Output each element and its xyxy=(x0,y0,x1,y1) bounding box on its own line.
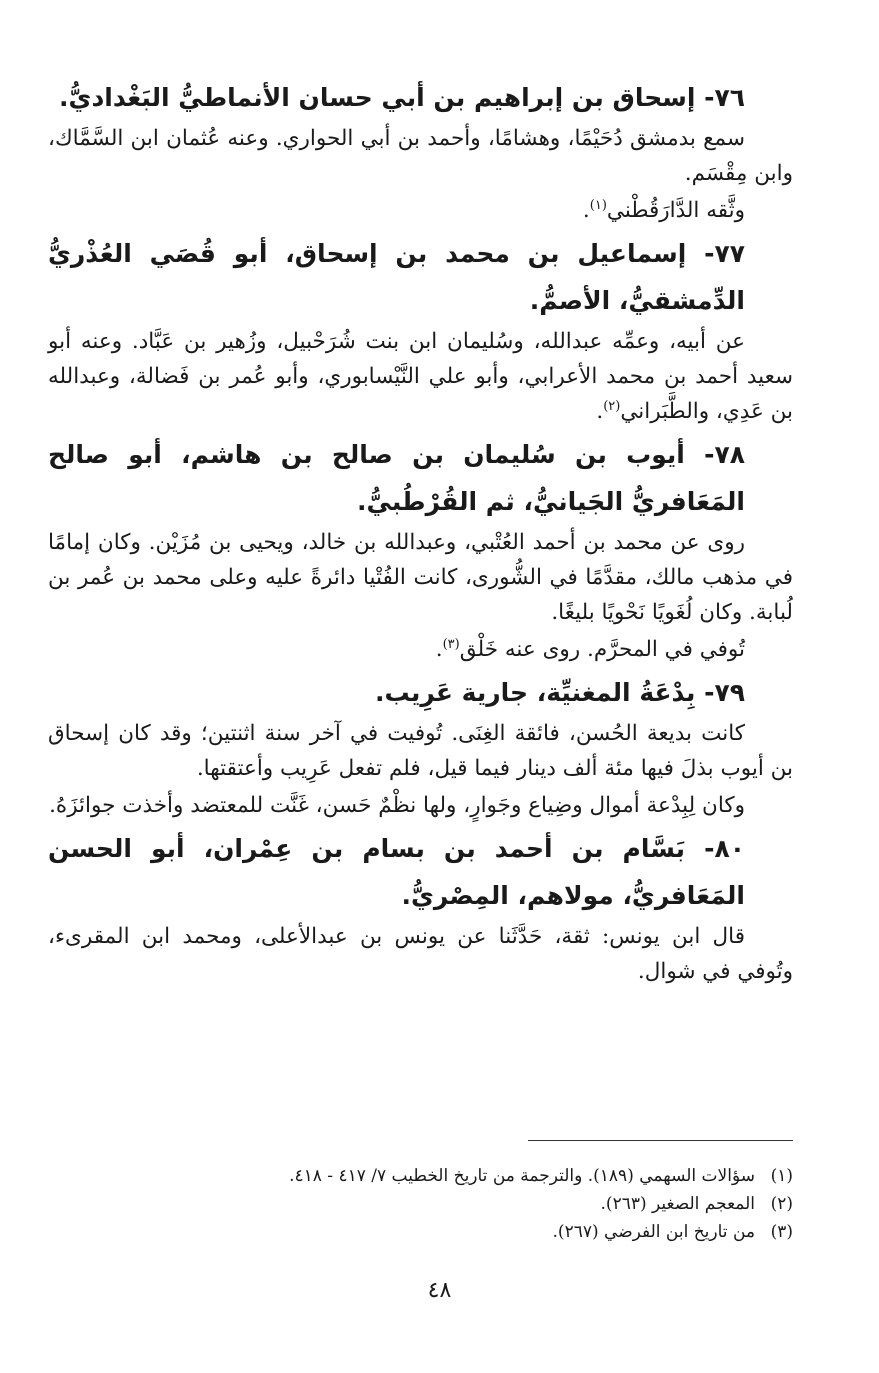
footnote-text: المعجم الصغير (٢٦٣). xyxy=(600,1194,755,1214)
entry-heading: ٧٨- أيوب بن سُليمان بن صالح بن هاشم، أبو صالح المَعَافريُّ الجَيانيُّ، ثم القُرْطُبيُّ. xyxy=(48,440,745,516)
footnote-separator xyxy=(528,1140,793,1141)
footnote-text: سؤالات السهمي (١٨٩). والترجمة من تاريخ الخطيب ٧/ ٤١٧ - ٤١٨. xyxy=(289,1166,755,1186)
footnote xyxy=(48,1162,793,1190)
entry-heading: ٨٠- بَسَّام بن أحمد بن بسام بن عِمْران، أبو الحسن المَعَافريُّ، مولاهم، المِصْريُّ. xyxy=(48,834,745,910)
entry-paragraph xyxy=(48,193,793,228)
page-number: ٤٨ xyxy=(427,1278,452,1303)
paragraph-text: وثَّقه الدَّارَقُطْني xyxy=(606,198,745,223)
entry-paragraph: كانت بديعة الحُسن، فائقة الغِنَى. تُوفيت في آخر سنة اثنتين؛ وقد كان إسحاق بن أيوب بذلَ فيها مئة ألف دينار فيما قيل، فلم تفعل عَرِيب وأعتقتها. xyxy=(48,721,793,781)
paragraph-end: . xyxy=(435,637,443,662)
footnote-marker: (٣) xyxy=(442,636,460,652)
footnote xyxy=(48,1190,793,1218)
footnote-marker: (١) xyxy=(589,197,607,213)
footnote-number: (٢) xyxy=(770,1194,793,1214)
entry-paragraph: سمع بدمشق دُحَيْمًا، وهشامًا، وأحمد بن أبي الحواري. وعنه عُثمان ابن السَّمَّاك، وابن مِقْسَم. xyxy=(48,126,793,186)
paragraph-end: . xyxy=(596,399,604,424)
footnote-marker: (٢) xyxy=(603,398,621,414)
footnotes xyxy=(48,1162,793,1246)
entry-paragraph xyxy=(48,632,793,667)
entry-paragraph: قال ابن يونس: ثقة، حَدَّثَنا عن يونس بن عبدالأعلى، ومحمد ابن المقرىء، وتُوفي في شوال. xyxy=(48,924,793,984)
entry-paragraph: روى عن محمد بن أحمد العُتْبي، وعبدالله بن خالد، ويحيى بن مُزَيْن. وكان إمامًا في مذهب مالك، مقدَّمًا في الشُّورى، كانت الفُتْيا دائرةً عليه وعلى محمد بن عُمر بن لُبابة. وكان لُغَويًا نَحْويًا بليغًا. xyxy=(48,530,793,625)
entry-heading: ٧٦- إسحاق بن إبراهيم بن أبي حسان الأنماطيُّ البَغْداديُّ. xyxy=(59,83,745,112)
entry-paragraph xyxy=(48,324,793,429)
main-text xyxy=(48,74,793,991)
footnote-number: (٣) xyxy=(770,1222,793,1242)
paragraph-text: عن أبيه، وعمِّه عبدالله، وسُليمان ابن بنت شُرَحْبيل، وزُهير بن عَبَّاد. وعنه أبو سعيد أحمد بن محمد الأعرابي، وأبو علي النَّيْسابوري، وأبو عُمر بن فَضالة، وعبدالله بن عَدِي، والطَّبَراني xyxy=(48,329,793,424)
entry-heading: ٧٧- إسماعيل بن محمد بن إسحاق، أبو قُصَي العُذْريُّ الدِّمشقيُّ، الأصمُّ. xyxy=(48,239,745,315)
entry-paragraph: وكان لِبِدْعة أموال وضِياع وجَوارٍ، ولها نظْمٌ حَسن، غَنَّت للمعتضد وأخذت جوائزَهُ. xyxy=(49,793,745,818)
footnote-number: (١) xyxy=(770,1166,793,1186)
paragraph-end: . xyxy=(582,198,590,223)
entry-heading: ٧٩- بِدْعَةُ المغنيِّة، جارية عَرِيب. xyxy=(374,678,745,707)
paragraph-text: تُوفي في المحرَّم. روى عنه خَلْق xyxy=(459,637,745,662)
footnote-text: من تاريخ ابن الفرضي (٢٦٧). xyxy=(552,1222,755,1242)
footnote xyxy=(48,1218,793,1246)
